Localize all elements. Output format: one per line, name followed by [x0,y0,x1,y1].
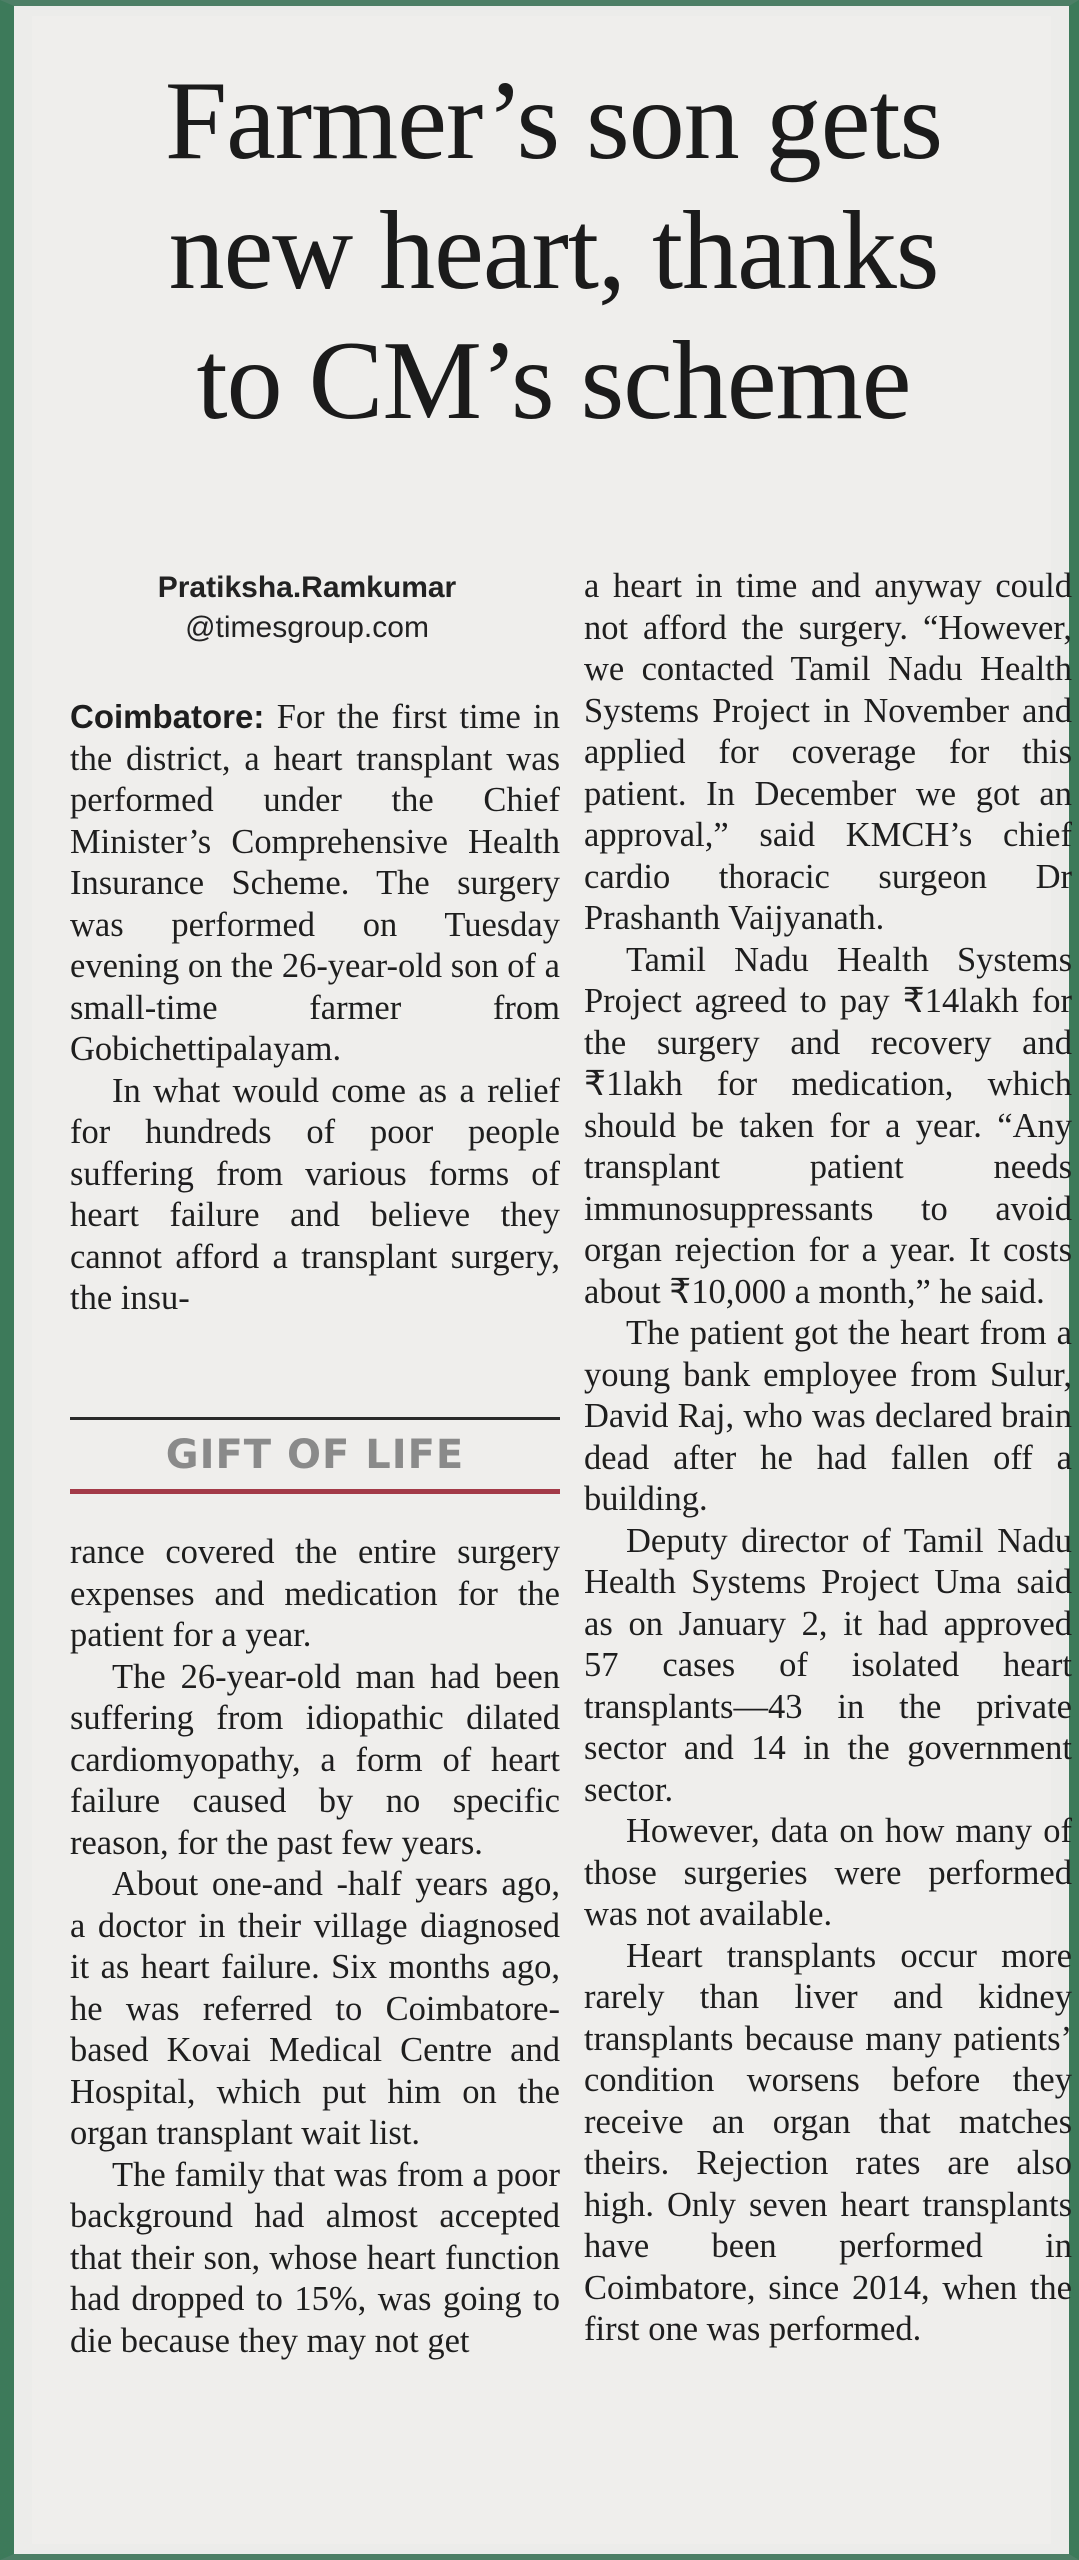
headline [32,56,1075,446]
headline-line: new heart, thanks [168,189,939,313]
newspaper-clipping [32,16,1072,2544]
paragraph [70,696,560,1071]
article-column-left-top [70,696,560,1320]
section-label-box [70,1411,560,1503]
paragraph: The patient got the heart from a young bank employee from Sulur, David Raj, who was declared brain dead after he had fallen off a building. [584,1314,1072,1518]
paragraph: The 26-year-old man had been suffering from idiopathic dilated cardiomyopathy, a form of heart failure caused by no specific reason, for the past few years. [70,1657,560,1862]
paragraph: rance covered the entire surgery expenses and medication for the patient for a year. [70,1533,560,1654]
paragraph: Heart transplants occur more rarely than liver and kidney transplants because many patients’ condition worsens before they receive an organ that matches theirs. Rejection rates are also high. Only seven heart transplants have been performed in Coimbatore, since 2014, when the first one was performed. [584,1936,1072,2348]
paragraph-text: For the first time in the district, a heart transplant was performed under the Chief Minister’s Comprehensive Health Insurance Scheme. The surgery was performed on Tuesday evening on the 26-year-old son of a small-time farmer from Gobichettipalayam. [70,698,560,1068]
paragraph: Deputy director of Tamil Nadu Health Systems Project Uma said as on January 2, it had approved 57 cases of isolated heart transplants—43 in the private sector and 14 in the government sector. [584,1521,1072,1809]
paragraph: However, data on how many of those surgeries were performed was not available. [584,1812,1072,1933]
byline [142,568,472,648]
divider-rule-accent [70,1489,560,1494]
article-column-left-bottom [70,1532,560,2362]
author-handle: @timesgroup.com [185,611,429,644]
paragraph: The family that was from a poor background had almost accepted that their son, whose heart function had dropped to 15%, was going to die because they may not get [70,2155,560,2360]
section-label: GIFT OF LIFE [165,1432,465,1478]
paragraph: a heart in time and anyway could not afford the surgery. “However, we contacted Tamil Nadu Health Systems Project in November and applied for coverage for this patient. In December we got an approval,” said KMCH’s chief cardio thoracic surgeon Dr Prashanth Vaijyanath. [584,567,1072,937]
headline-line: Farmer’s son gets [164,59,943,183]
paragraph: About one-and -half years ago, a doctor in their village diagnosed it as heart failure. Six months ago, he was referred to Coimbatore-based Kovai Medical Centre and Hospital, which put him on the organ transplant wait list. [70,1865,560,2152]
paragraph: In what would come as a relief for hundreds of poor people suffering from various forms of heart failure and believe they cannot afford a transplant surgery, the insu- [70,1071,560,1317]
divider-rule [70,1417,560,1420]
article-column-right [584,566,1072,2351]
headline-line: to CM’s scheme [196,319,911,443]
dateline: Coimbatore: [70,698,265,735]
author-name: Pratiksha.Ramkumar [157,571,457,604]
paragraph: Tamil Nadu Health Systems Project agreed to pay ₹14lakh for the surgery and recovery and ₹1lakh for medication, which should be taken for a year. “Any transplant patient needs immunosuppressants to avoid organ rejection for a year. It costs about ₹10,000 a month,” he said. [584,940,1072,1311]
